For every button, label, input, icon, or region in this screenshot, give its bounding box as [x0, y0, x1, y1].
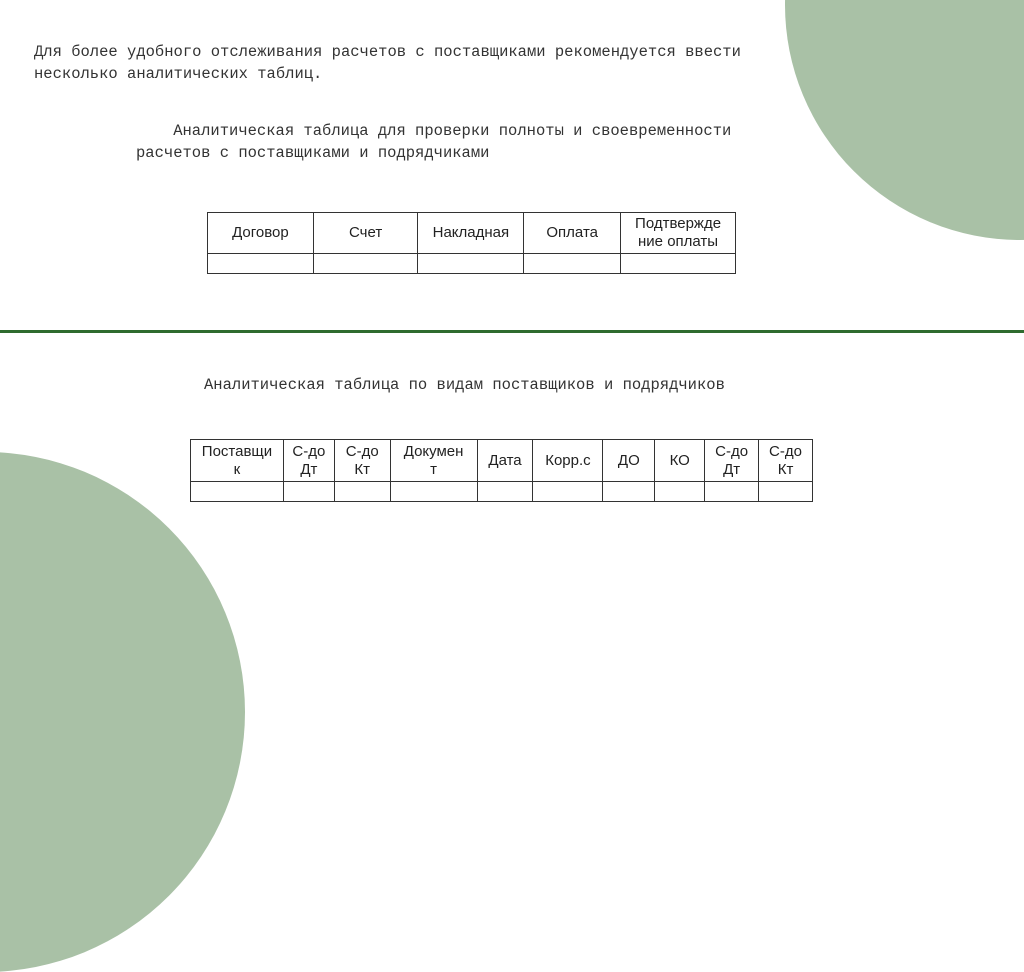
header-cell: КО — [655, 440, 705, 482]
intro-line-1: Для более удобного отслеживания расчетов с поставщиками рекомендуется ввести — [34, 43, 741, 61]
header-cell: Подтвержде ние оплаты — [621, 213, 736, 254]
table-cell — [705, 482, 759, 502]
table-cell — [621, 254, 736, 274]
table-cell — [477, 482, 533, 502]
header-cell: Договор — [208, 213, 314, 254]
header-cell: Накладная — [418, 213, 524, 254]
header-cell: Дата — [477, 440, 533, 482]
supplier-types-table — [190, 439, 813, 502]
header-cell: С-до Дт — [283, 440, 334, 482]
decorative-circle-top-right — [785, 0, 1024, 240]
table-cell — [283, 482, 334, 502]
intro-text — [34, 41, 741, 85]
table-cell — [334, 482, 390, 502]
header-cell: Докумен т — [390, 440, 477, 482]
table-header-row — [208, 213, 736, 254]
header-cell: Поставщи к — [191, 440, 284, 482]
decorative-circle-bottom-left — [0, 452, 245, 972]
table-cell — [759, 482, 813, 502]
table-cell — [390, 482, 477, 502]
table1-title — [136, 120, 731, 164]
header-cell: ДО — [603, 440, 655, 482]
table-cell — [603, 482, 655, 502]
header-cell: С-до Кт — [759, 440, 813, 482]
table-cell — [524, 254, 621, 274]
header-cell: Корр.с — [533, 440, 603, 482]
header-cell: С-до Кт — [334, 440, 390, 482]
payment-completeness-table — [207, 212, 736, 274]
table-cell — [418, 254, 524, 274]
table-cell — [533, 482, 603, 502]
table-cell — [191, 482, 284, 502]
table-row — [208, 254, 736, 274]
table-cell — [655, 482, 705, 502]
table-header-row — [191, 440, 813, 482]
intro-line-2: несколько аналитических таблиц. — [34, 65, 323, 83]
table-cell — [208, 254, 314, 274]
table-row — [191, 482, 813, 502]
table1-title-line-2: расчетов с поставщиками и подрядчиками — [136, 144, 490, 162]
header-cell: С-до Дт — [705, 440, 759, 482]
header-cell: Оплата — [524, 213, 621, 254]
section-divider — [0, 330, 1024, 333]
table-cell — [313, 254, 418, 274]
table1-title-line-1: Аналитическая таблица для проверки полноты и своевременности — [136, 122, 732, 140]
header-cell: Счет — [313, 213, 418, 254]
table2-title: Аналитическая таблица по видам поставщиков и подрядчиков — [204, 376, 725, 394]
